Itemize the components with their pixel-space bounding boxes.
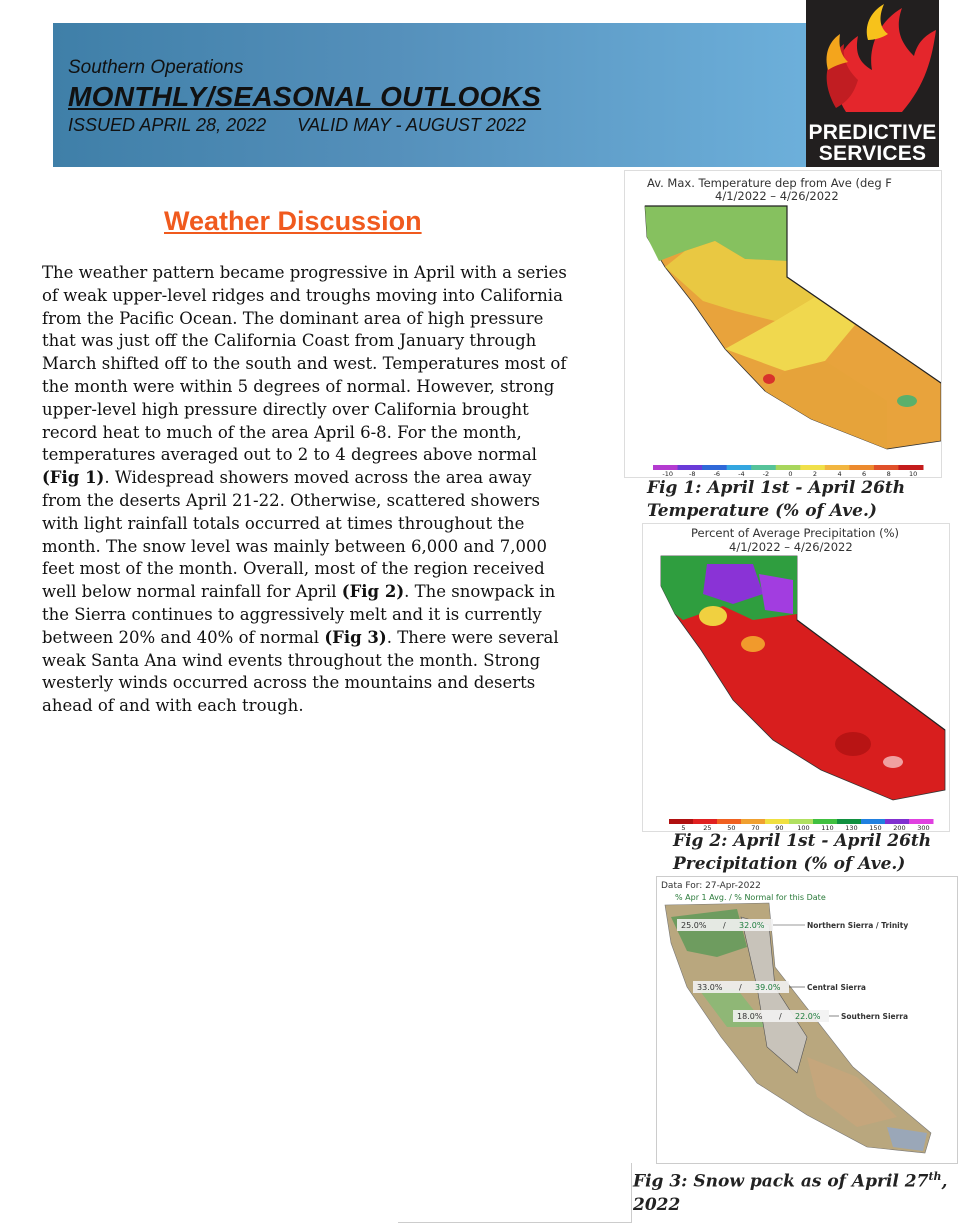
fig3-caption-sup: th <box>928 1170 942 1183</box>
fig1-temperature-map <box>624 170 942 478</box>
fig3-data-for: Data For: 27-Apr-2022 <box>661 881 761 891</box>
discussion-line: (Fig 1). Widespread showers moved across the area away <box>42 468 532 488</box>
legend-tick: 4 <box>837 470 842 477</box>
fig3-caption <box>633 1165 947 1217</box>
region-separator: / <box>779 1012 782 1021</box>
discussion-line: from the deserts April 21-22. Otherwise, scattered showers <box>42 490 540 510</box>
region-separator: / <box>723 921 726 930</box>
discussion-line: from the Pacific Ocean. The dominant area of high pressure <box>42 308 544 328</box>
fig1-caption-line2: Temperature (% of Ave.) <box>647 501 877 521</box>
legend-tick: 10 <box>909 470 918 477</box>
legend-tick: 50 <box>727 824 736 831</box>
region-separator: / <box>739 983 742 992</box>
legend-tick: -8 <box>689 470 696 477</box>
fig1-caption-line1: Fig 1: April 1st - April 26th <box>647 478 906 498</box>
legend-tick: 110 <box>821 824 834 831</box>
fig2-precipitation-map <box>642 523 950 832</box>
region-name: Northern Sierra / Trinity <box>807 921 909 930</box>
region-name: Central Sierra <box>807 983 866 992</box>
fig3-caption-line1-wrap <box>633 1165 947 1194</box>
region-apr1-pct: 25.0% <box>681 921 707 930</box>
discussion-line: feet most of the month. Overall, most of the region received <box>42 559 545 579</box>
fig1-color-scale <box>653 465 924 477</box>
region-normal-pct: 39.0% <box>755 983 781 992</box>
discussion-line: ahead of and with each trough. <box>42 696 304 716</box>
legend-tick: -4 <box>738 470 745 477</box>
legend-tick: 90 <box>775 824 784 831</box>
region-normal-pct: 22.0% <box>795 1012 821 1021</box>
org-name: Southern Operations <box>68 57 244 78</box>
discussion-line: March shifted off to the south and west. Temperatures most of <box>42 354 567 374</box>
fig3-caption-line2: 2022 <box>633 1194 681 1215</box>
section-heading: Weather Discussion <box>164 206 422 236</box>
discussion-line: the Sierra continues to aggressively melt and it is currently <box>42 604 542 624</box>
issue-line <box>68 115 526 136</box>
fig3-snowpack-map <box>656 876 958 1164</box>
legend-tick: 200 <box>893 824 906 831</box>
issued-date: ISSUED APRIL 28, 2022 <box>68 115 267 135</box>
legend-tick: 25 <box>703 824 712 831</box>
flame-icon <box>806 0 939 120</box>
discussion-line: westerly winds occurred across the mountains and deserts <box>42 673 536 693</box>
discussion-line: weak Santa Ana wind events throughout the month. Strong <box>42 650 541 670</box>
legend-tick: 8 <box>886 470 891 477</box>
fig3-caption-suffix: , <box>941 1171 948 1192</box>
discussion-line: record heat to much of the area April 6-8. For the month, <box>42 422 522 442</box>
legend-tick: 100 <box>797 824 810 831</box>
fig1-caption <box>647 477 905 523</box>
divider <box>631 1163 632 1223</box>
region-apr1-pct: 33.0% <box>697 983 723 992</box>
fig3-caption-line1: Fig 3: Snow pack as of April 27 <box>633 1171 929 1192</box>
legend-tick: 2 <box>812 470 818 477</box>
legend-tick: 300 <box>917 824 930 831</box>
predictive-services-logo <box>806 0 939 167</box>
region-name: Southern Sierra <box>841 1012 909 1021</box>
fig2-caption-line1: Fig 2: April 1st - April 26th <box>673 831 932 851</box>
legend-tick: 130 <box>845 824 858 831</box>
logo-line2: SERVICES <box>818 142 927 165</box>
discussion-line: The weather pattern became progressive in April with a series <box>42 263 567 282</box>
valid-range: VALID MAY - AUGUST 2022 <box>297 115 526 135</box>
discussion-line: well below normal rainfall for April (Fig 2). The snowpack in <box>42 582 556 602</box>
legend-tick: 70 <box>751 824 760 831</box>
discussion-line: between 20% and 40% of normal (Fig 3). There were several <box>42 627 559 647</box>
document-title: MONTHLY/SEASONAL OUTLOOKS <box>68 81 542 112</box>
legend-tick: 5 <box>681 824 686 831</box>
discussion-line: temperatures averaged out to 2 to 4 degrees above normal <box>42 445 537 465</box>
discussion-line: with light rainfall totals occurred at times throughout the <box>42 513 525 533</box>
discussion-line: upper-level high pressure directly over California brought <box>42 399 529 419</box>
legend-tick: -6 <box>713 470 721 477</box>
fig1-title-line1: Av. Max. Temperature dep from Ave (deg F <box>647 176 892 190</box>
fig2-caption-line2: Precipitation (% of Ave.) <box>673 854 906 874</box>
region-apr1-pct: 18.0% <box>737 1012 763 1021</box>
header-banner <box>53 23 813 167</box>
region-normal-pct: 32.0% <box>739 921 765 930</box>
legend-tick: 6 <box>862 470 867 477</box>
legend-tick: -2 <box>762 470 770 477</box>
fig2-title-line1: Percent of Average Precipitation (%) <box>691 526 899 540</box>
discussion-line: the month were within 5 degrees of normal. However, strong <box>42 376 555 396</box>
logo-line1: PREDICTIVE <box>808 121 937 144</box>
discussion-line: that was just off the California Coast from January through <box>42 331 537 351</box>
fig3-legend: % Apr 1 Avg. / % Normal for this Date <box>675 893 826 902</box>
discussion-line: month. The snow level was mainly between 6,000 and 7,000 <box>42 536 548 556</box>
divider <box>398 1222 631 1223</box>
fig2-caption <box>673 830 931 876</box>
legend-tick: 150 <box>869 824 882 831</box>
legend-tick: -10 <box>662 470 674 477</box>
fig1-title-line2: 4/1/2022 – 4/26/2022 <box>715 189 839 203</box>
discussion-body <box>42 262 567 718</box>
fig2-title-line2: 4/1/2022 – 4/26/2022 <box>729 540 853 554</box>
discussion-line: of weak upper-level ridges and troughs moving into California <box>42 285 563 305</box>
legend-tick: 0 <box>788 470 793 477</box>
